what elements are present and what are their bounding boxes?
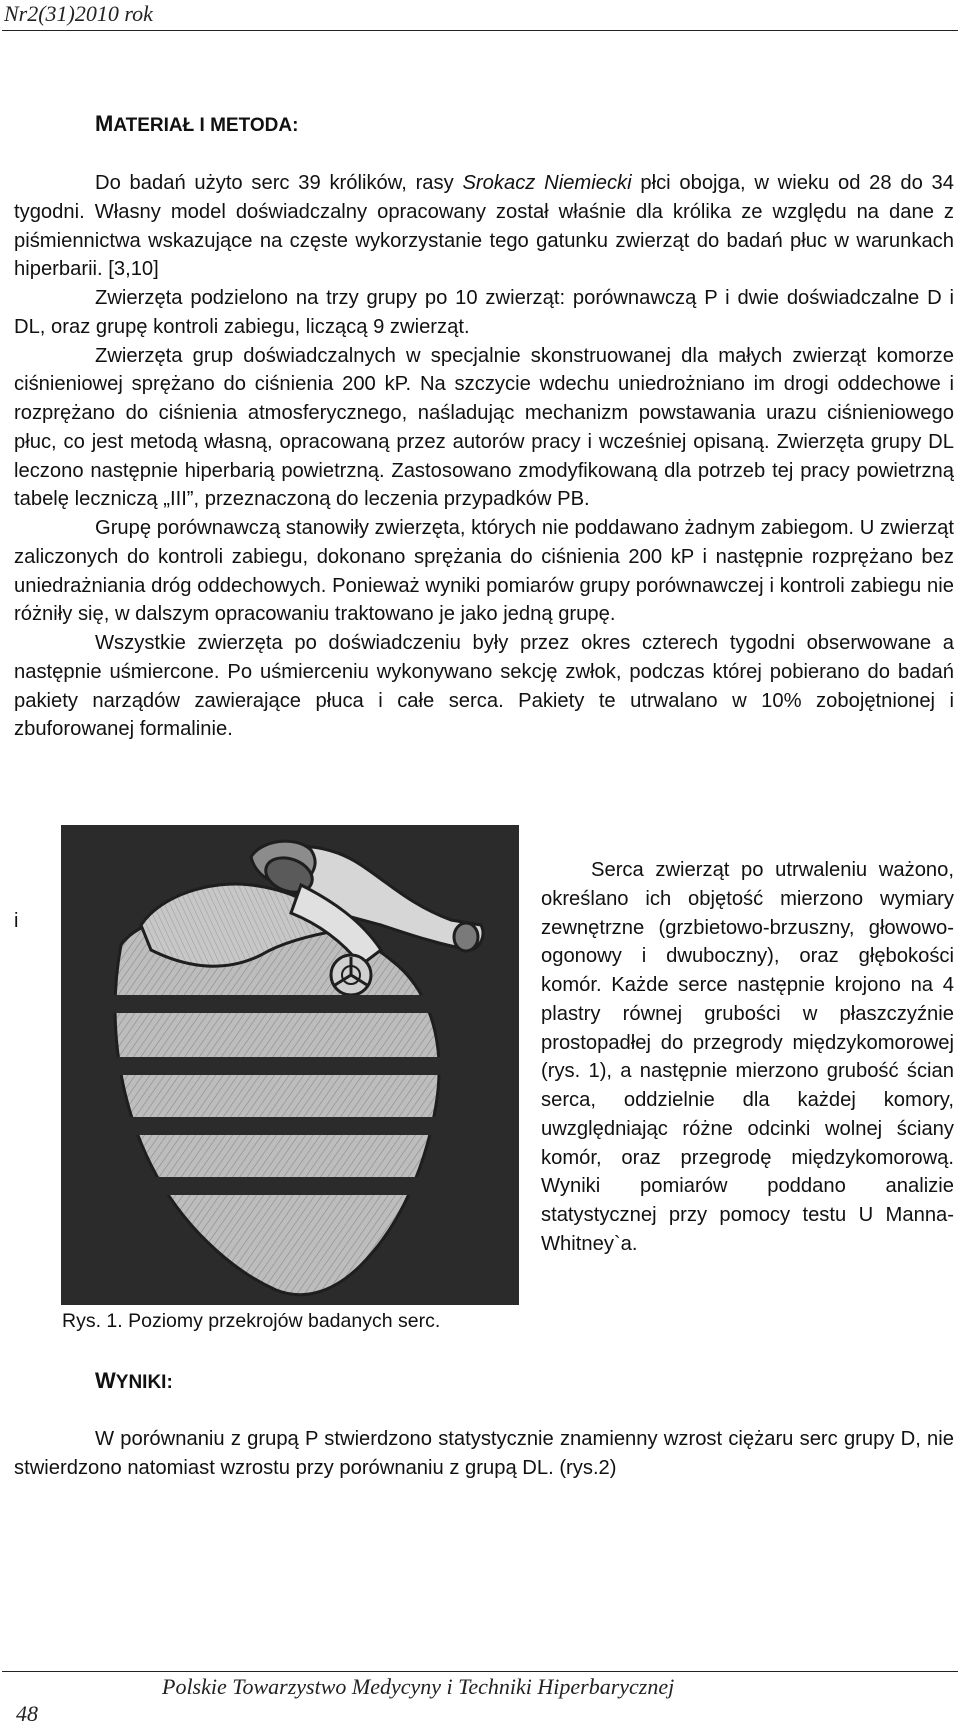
methods-paragraph-5: Wszystkie zwierzęta po doświadczeniu były przez okres czterech tygodni obserwowane a następnie uśmiercone. Po uśmierceniu wykonywano sekcję zwłok, podczas której pobierano do badań pakiety narządów zawierające płuca i całe serca. Pakiety te utrwalano w 10% zobojętnionej i zbuforowanej formalinie. <box>14 632 954 741</box>
results-body <box>14 1425 954 1483</box>
heart-section-figure <box>61 825 519 1305</box>
page-header <box>2 0 958 31</box>
journal-name: Polskie Towarzystwo Medycyny i Techniki Hiperbarycznej <box>162 1674 675 1699</box>
methods-heading-rest: ATERIAŁ I METODA: <box>113 115 299 136</box>
results-paragraph-1: W porównaniu z grupą P stwierdzono statystycznie znamienny wzrost ciężaru serc grupy D, nie stwierdzono natomiast wzrostu przy porównaniu z grupą DL. (rys.2) <box>14 1428 954 1479</box>
methods-body <box>14 169 954 744</box>
results-heading <box>95 1368 173 1394</box>
figure-side-text <box>541 856 954 1259</box>
page-number: 48 <box>16 1701 38 1726</box>
footer-divider <box>2 1671 958 1672</box>
breed-name: Srokacz Niemiecki <box>462 172 632 194</box>
methods-heading-initial: M <box>95 111 114 136</box>
methods-heading <box>95 111 298 137</box>
heart-illustration <box>61 825 519 1305</box>
figure-caption: Rys. 1. Poziomy przekrojów badanych serc. <box>62 1310 441 1332</box>
methods-paragraph-2: Zwierzęta podzielono na trzy grupy po 10 zwierząt: porównawczą P i dwie doświadczalne D i DL, oraz grupę kontroli zabiegu, liczącą 9 zwierząt. <box>14 287 954 338</box>
methods-paragraph-3: Zwierzęta grup doświadczalnych w specjalnie skonstruowanej dla małych zwierząt komorze ciśnieniowej sprężano do ciśnienia 200 kP. Na szczycie wdechu uniedrożniano im drogi oddechowe i rozprężano do ciśnienia atmosferycznego, naśladując mechanizm powstawania urazu ciśnieniowego płuc, co jest metodą własną, opracowaną przez autorów pracy i wcześniej opisaną. Zwierzęta grupy DL leczono następnie hiperbarią powietrzną. Zastosowano zmodyfikowaną dla potrzeb tej pracy powietrzną tabelę leczniczą „III”, przeznaczoną do leczenia przypadków PB. <box>14 344 954 511</box>
methods-paragraph-1: Do badań użyto serc 39 królików, rasy Srokacz Niemiecki płci obojga, w wieku od 28 do 34 tygodni. Własny model doświadczalny opracowany został właśnie dla królika ze względu na dane z piśmiennictwa wskazujące na częste wykorzystanie tego gatunku zwierząt do badań płuc w warunkach hiperbarii. [3,10] <box>14 172 955 281</box>
side-paragraph: Serca zwierząt po utrwaleniu ważono, określano ich objętość mierzono wymiary zewnętrzne (grzbietowo-brzuszny, głowowo-ogonowy i dwuboczny), oraz głębokości komór. Każde serce następnie krojono na 4 plastry równej grubości w płaszczyźnie prostopadłej do przegrody międzykomorowej (rys. 1), a następnie mierzono grubość ścian serca, oddzielnie dla każdej komory, uwzględniając różne odcinki wolnej ściany komór, oraz przegrodę międzykomorową. Wyniki pomiarów poddano analizie statystycznej przy pomocy testu U Manna-Whitney`a. <box>541 859 954 1255</box>
methods-paragraph-4: Grupę porównawczą stanowiły zwierzęta, których nie poddawano żadnym zabiegom. U zwierząt zaliczonych do kontroli zabiegu, dokonano sprężania do ciśnienia 200 kP i następnie rozprężano bez uniedrażniania dróg oddechowych. Ponieważ wyniki pomiarów grupy porównawczej i kontroli zabiegu nie różniły się, w dalszym opracowaniu traktowano je jako jedną grupę. <box>14 517 954 626</box>
stray-letter: i <box>14 910 19 932</box>
issue-label: Nr2(31)2010 rok <box>4 1 153 26</box>
results-heading-initial: W <box>95 1368 116 1393</box>
results-heading-rest: YNIKI: <box>115 1372 173 1393</box>
